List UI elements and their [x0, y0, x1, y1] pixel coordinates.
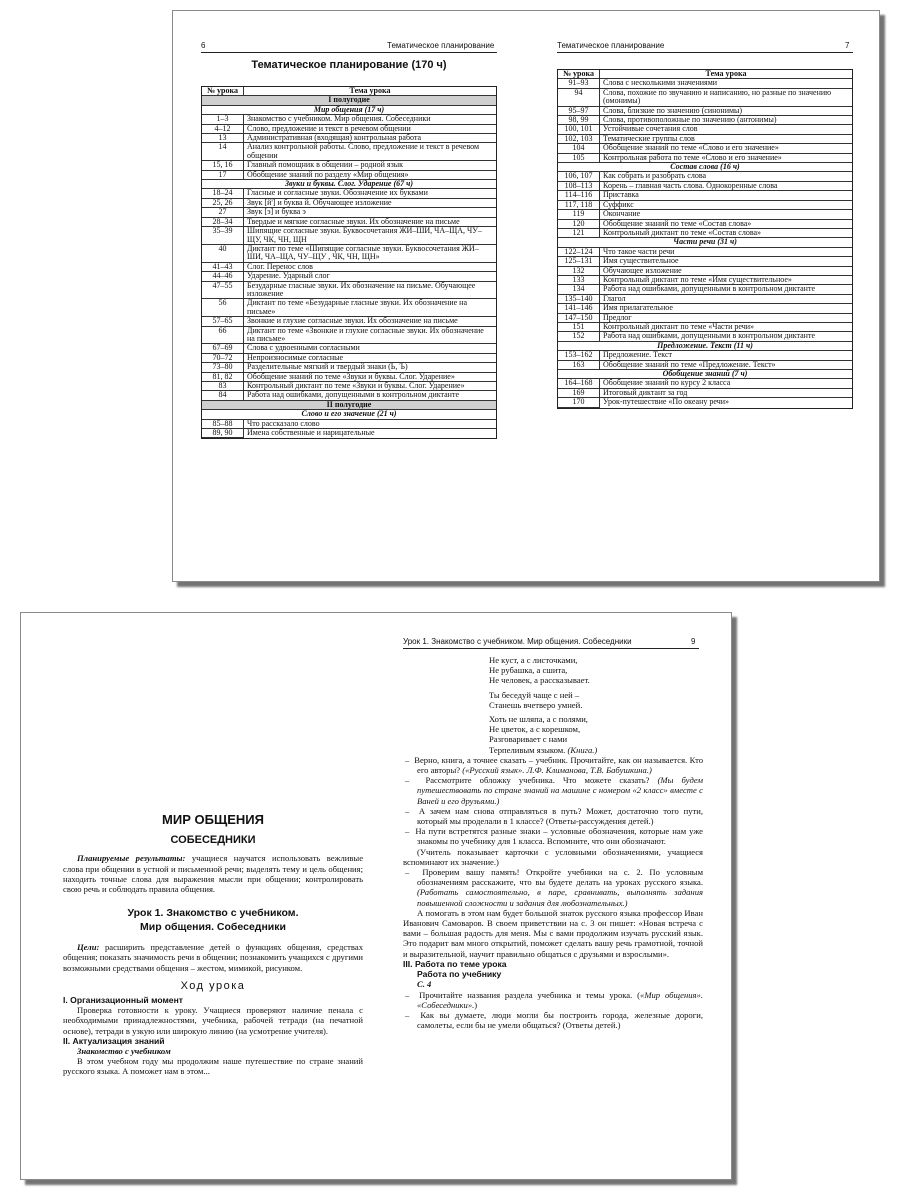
- dialogue-6: – Прочитайте названия раздела учебника и темы урока. («Мир общения». «Собеседники».): [405, 989, 703, 1010]
- semester-row: II полугодие: [202, 401, 496, 410]
- planned-results: [63, 853, 363, 894]
- lesson-number-cell: 44–46: [202, 272, 244, 281]
- poem-line: Не человек, а рассказывает.: [489, 675, 590, 686]
- lesson-number-cell: 164–168: [558, 379, 600, 388]
- lesson-running-header: Урок 1. Знакомство с учебником. Мир общения. Собеседники: [403, 637, 632, 646]
- section-row: Слово и его значение (21 ч): [202, 410, 496, 419]
- right-running-header: Тематическое планирование: [557, 41, 665, 50]
- lesson-number-cell: 98, 99: [558, 116, 600, 125]
- lesson-number-cell: 100, 101: [558, 125, 600, 134]
- lesson-number-cell: 117, 118: [558, 201, 600, 210]
- lesson-topic-cell: Работа над ошибками, допущенными в контрольном диктанте: [600, 332, 852, 341]
- dialogue-text: Как вы думаете, люди могли бы построить города, железные дороги, самолеты, если бы не умели общаться? (Ответы детей.): [417, 1009, 703, 1031]
- lesson-topic-cell: Непроизносимые согласные: [244, 354, 496, 363]
- lesson-header-rule: [403, 648, 699, 649]
- lesson-topic-cell: Окончание: [600, 210, 852, 219]
- dialogue-text: ): [474, 999, 478, 1010]
- lesson-number-cell: 108–113: [558, 182, 600, 191]
- lesson-number-cell: 66: [202, 327, 244, 345]
- dialogue-text: Верно, книга, а точнее сказать – учебник. Прочитайте, как он называется. Кто его авторы?: [414, 754, 704, 776]
- subchapter-title: СОБЕСЕДНИКИ: [170, 834, 256, 847]
- lesson-topic-cell: Слова, похожие по звучанию и написанию, но разные по значению (омонимы): [600, 89, 852, 107]
- column-header-lesson-number: № урока: [202, 87, 244, 96]
- lesson-number-cell: 106, 107: [558, 172, 600, 181]
- lesson-number-cell: 70–72: [202, 354, 244, 363]
- lesson-topic-cell: Обобщение знаний по теме «Звуки и буквы. Слог. Ударение»: [244, 373, 496, 382]
- lesson-number-cell: 18–24: [202, 189, 244, 198]
- lesson-number-cell: 47–55: [202, 282, 244, 300]
- lesson-topic-cell: Слова, близкие по значению (синонимы): [600, 107, 852, 116]
- column-header-lesson-topic: Тема урока: [600, 70, 852, 79]
- lesson-number-cell: 151: [558, 323, 600, 332]
- lesson-topic-cell: Контрольная работа по теме «Слово и его значение»: [600, 154, 852, 163]
- lesson-number-cell: 85–88: [202, 420, 244, 429]
- page-ref: С. 4: [417, 979, 432, 990]
- lesson-topic-cell: Обобщение знаний по теме «Слово и его значение»: [600, 144, 852, 153]
- dialogue-7: – Как вы думаете, люди могли бы построить города, железные дороги, самолеты, если бы не умели общаться? (Ответы детей.): [405, 1009, 703, 1031]
- lesson-number-cell: 28–34: [202, 218, 244, 227]
- section-2-subtitle: Знакомство с учебником: [77, 1046, 171, 1057]
- column-header-lesson-number: № урока: [558, 70, 600, 79]
- dialogue-text: Прочитайте названия раздела учебника и темы урока. (: [419, 989, 641, 1000]
- lesson-topic-cell: Предложение. Текст: [600, 351, 852, 360]
- lesson-topic-cell: Обобщение знаний по теме «Состав слова»: [600, 220, 852, 229]
- lesson-topic-cell: Работа над ошибками, допущенными в контрольном диктанте: [244, 391, 496, 400]
- lesson-topic-cell: Слова с несколькими значениями: [600, 79, 852, 88]
- lesson-topic-cell: Диктант по теме «Безударные гласные звуки. Их обозначение на письме»: [244, 299, 496, 317]
- lesson-topic-cell: Звонкие и глухие согласные звуки. Их обозначение на письме: [244, 317, 496, 326]
- section-2-title: II. Актуализация знаний: [63, 1035, 165, 1046]
- dialogue-italic: «Мир общения». «Собеседники».: [417, 989, 703, 1010]
- lesson-topic-cell: Предлог: [600, 314, 852, 323]
- section-row: Обобщение знаний (7 ч): [558, 370, 852, 379]
- lesson-number-cell: 40: [202, 245, 244, 263]
- planning-table-left: [201, 86, 497, 439]
- poem-line: Разговаривает с нами: [489, 734, 568, 745]
- left-page-number: 6: [201, 41, 206, 50]
- left-running-header: Тематическое планирование: [387, 41, 495, 50]
- lesson-course-heading: Ход урока: [180, 979, 246, 992]
- dialogue-text: Проверим вашу память! Откройте учебники на с. 2. По условным обозначениям расскажите, что вы будете делать на уроках русского языка.: [417, 867, 704, 888]
- lesson-topic-cell: Имена собственные и нарицательные: [247, 428, 375, 438]
- lesson-number-cell: 73–80: [202, 363, 244, 372]
- lesson-number-cell: 95–97: [558, 107, 600, 116]
- lesson-topic-cell: Главный помощник в общении – родной язык: [244, 161, 496, 170]
- planning-title: Тематическое планирование (170 ч): [251, 59, 447, 71]
- lesson-topic-cell: Обобщение знаний по курсу 2 класса: [600, 379, 852, 388]
- lesson-right-page: [403, 655, 703, 1030]
- lesson-number-cell: 133: [558, 276, 600, 285]
- lesson-topic-cell: Анализ контрольной работы. Слово, предложение и текст в речевом общении: [244, 143, 496, 161]
- lesson-number-cell: 84: [202, 391, 244, 400]
- lesson-number-cell: 119: [558, 210, 600, 219]
- chapter-title: МИР ОБЩЕНИЯ: [162, 812, 264, 827]
- section-2-text: В этом учебном году мы продолжим наше путешествие по стране знаний русского языка. А поможет нам в этом...: [63, 1056, 363, 1077]
- lesson-goals: [63, 942, 363, 973]
- lesson-topic-cell: Суффикс: [600, 201, 852, 210]
- dialogue-italic: (Мы будем путешествовать по стране знаний на машине с номером «2 класс» вместе с Ваней и его друзьями.): [417, 775, 704, 806]
- lesson-number-cell: 141–146: [558, 304, 600, 313]
- professor-paragraph: А помогать в этом нам будет большой знаток русского языка профессор Иван Иванович Самоваров. В своем приветствии на с. 3 он пишет: «Новая встреча с вами – большая радость для меня. Мы с вами продолжим изучать русский язык. Это подарит вам много открытий, поможет сделать вашу речь грамотной, точной и выразительной, научит правильно общаться с друзьями и взрослыми».: [403, 907, 703, 959]
- poem-line: Терпеливым языком.: [489, 744, 566, 755]
- lesson-topic-cell: Звук [э] и буква э: [244, 208, 496, 217]
- lesson-topic-cell: Обобщение знаний по разделу «Мир общения»: [244, 171, 496, 180]
- lesson-title-line1: Урок 1. Знакомство с учебником.: [127, 907, 299, 920]
- lesson-topic-cell: Тематические группы слов: [600, 135, 852, 144]
- lesson-topic-cell: Приставка: [600, 191, 852, 200]
- lesson-number-cell: 152: [558, 332, 600, 341]
- lesson-topic-cell: Работа над ошибками, допущенными в контрольном диктанте: [600, 285, 852, 294]
- semester-row: I полугодие: [202, 96, 496, 105]
- lesson-topic-cell: Слог. Перенос слов: [244, 263, 496, 272]
- dialogue-italic: («Русский язык». Л.Ф. Климанова, Т.В. Бабушкина.): [462, 765, 652, 776]
- lesson-number-cell: 13: [202, 134, 244, 143]
- lesson-number-cell: 153–162: [558, 351, 600, 360]
- lesson-number-cell: 14: [202, 143, 244, 161]
- lesson-number-cell: 147–150: [558, 314, 600, 323]
- dialogue-text: На пути встретятся разные знаки – условные обозначения, которые нам уже знакомы по учебнику для 1 класса. Вспомните, что они обозначают.: [415, 826, 703, 847]
- section-1-text: Проверка готовности к уроку. Учащиеся проверяют наличие пенала с необходимыми принадлежностями, учебника, рабочей тетради (на печатной основе), тетради в узкую или широкую линию (на усмотрение учителя).: [63, 1005, 363, 1036]
- lesson-topic-cell: Корень – главная часть слова. Однокоренные слова: [600, 182, 852, 191]
- goals-label: Цели:: [77, 942, 100, 953]
- lesson-number-cell: 67–69: [202, 344, 244, 353]
- lesson-topic-cell: Административная (входящая) контрольная работа: [244, 134, 496, 143]
- poem-line: Ты беседуй чаще с ней –: [489, 689, 580, 700]
- goals-text: расширить представление детей о функциях общения, средствах общения; показать значимость речи в общении; познакомить учащихся с другими возможными средствами общения – жестом, мимикой, рисунком.: [63, 942, 363, 973]
- teacher-note: (Учитель показывает карточки с условными обозначениями, учащиеся вспоминают их значение.): [403, 846, 703, 867]
- lesson-topic-cell: Что такое части речи: [600, 248, 852, 257]
- lesson-number-cell: 15, 16: [202, 161, 244, 170]
- lesson-number-cell: 81, 82: [202, 373, 244, 382]
- lesson-topic-cell: Что рассказало слово: [244, 420, 496, 429]
- planned-results-text: учащиеся научатся использовать вежливые слова при общении в устной и письменной речи; выделять тему и цель общения; находить точные слова для выражения мысли при общении; контролировать свою речь и соблюдать правила общения.: [63, 853, 364, 895]
- lesson-topic-cell: Знакомство с учебником. Мир общения. Собеседники: [244, 115, 496, 124]
- section-row: Звуки и буквы. Слог. Ударение (67 ч): [202, 180, 496, 189]
- dialogue-3: – А зачем нам снова отправляться в путь? Может, достаточно того пути, который мы проделали в 1 классе? (Ответы-рассуждения детей.): [405, 805, 704, 827]
- lesson-number-cell: 132: [558, 267, 600, 276]
- lesson-topic-cell: Диктант по теме «Звонкие и глухие согласные звуки. Их обозначение на письме»: [244, 327, 496, 345]
- section-row: Мир общения (17 ч): [202, 106, 496, 115]
- lesson-topic-cell: Ударение. Ударный слог: [244, 272, 496, 281]
- left-header-rule: [201, 52, 497, 53]
- lesson-number-cell: 135–140: [558, 295, 600, 304]
- right-header-rule: [557, 52, 853, 53]
- dialogue-italic: (Работать самостоятельно, в паре, сравнивать, выполнять задания повышенной сложности и задания для любознательных.): [417, 887, 703, 908]
- lesson-page-number: 9: [691, 637, 696, 646]
- lesson-topic-cell: Обобщение знаний по теме «Предложение. Текст»: [600, 361, 852, 370]
- dialogue-text: Рассмотрите обложку учебника. Что можете сказать?: [425, 775, 658, 786]
- bottom-book-spread: [20, 612, 732, 1180]
- lesson-number-cell: 56: [202, 299, 244, 317]
- section-1-title: I. Организационный момент: [63, 995, 183, 1006]
- lesson-number-cell: 125–131: [558, 257, 600, 266]
- lesson-number-cell: 94: [558, 89, 600, 107]
- lesson-number-cell: 122–124: [558, 248, 600, 257]
- lesson-topic-cell: Диктант по теме «Шипящие согласные звуки. Буквосочетания ЖИ–ШИ, ЧА–ЩА, ЧУ–ЩУ , ЧК, ЧН, ЩН»: [244, 245, 496, 263]
- lesson-number-cell: 1–3: [202, 115, 244, 124]
- poem-line: Хоть не шляпа, а с полями,: [489, 714, 588, 725]
- right-page-number: 7: [845, 41, 850, 50]
- planned-results-label: Планируемые результаты:: [77, 853, 186, 864]
- lesson-number-cell: 104: [558, 144, 600, 153]
- dialogue-1: – Верно, книга, а точнее сказать – учебник. Прочитайте, как он называется. Кто его авторы? («Русский язык». Л.Ф. Климанова, Т.В. Бабушкина.): [405, 754, 704, 776]
- poem-line: Станешь вчетверо умней.: [489, 699, 583, 710]
- lesson-number-cell: 163: [558, 361, 600, 370]
- riddle-poem: [403, 655, 703, 755]
- section-3-title: III. Работа по теме урока: [403, 958, 507, 969]
- column-header-lesson-topic: Тема урока: [244, 87, 496, 96]
- lesson-number-cell: 121: [558, 229, 600, 238]
- section-row: Части речи (31 ч): [558, 238, 852, 247]
- lesson-left-page: [63, 812, 364, 1077]
- lesson-title-line2: Мир общения. Собеседники: [140, 921, 286, 934]
- lesson-number-cell: 102, 103: [558, 135, 600, 144]
- lesson-topic-cell: Гласные и согласные звуки. Обозначение их буквами: [244, 189, 496, 198]
- lesson-topic-cell: Урок-путешествие «По океану речи»: [603, 397, 730, 407]
- lesson-topic-cell: Имя прилагательное: [600, 304, 852, 313]
- lesson-topic-cell: Слова с удвоенными согласными: [244, 344, 496, 353]
- lesson-topic-cell: Слова, противоположные по значению (антонимы): [600, 116, 852, 125]
- lesson-number-cell: 25, 26: [202, 199, 244, 208]
- lesson-topic-cell: Глагол: [600, 295, 852, 304]
- lesson-topic-cell: Контрольный диктант по теме «Имя существительное»: [600, 276, 852, 285]
- lesson-number-cell: 169: [558, 389, 600, 398]
- lesson-number-cell: 35–39: [202, 227, 244, 245]
- lesson-number-cell: 4–12: [202, 125, 244, 134]
- lesson-number-cell: 91–93: [558, 79, 600, 88]
- lesson-topic-cell: Звук [й'] и буква й. Обучающее изложение: [244, 199, 496, 208]
- lesson-number-cell: 89, 90: [202, 429, 244, 438]
- lesson-number-cell: 57–65: [202, 317, 244, 326]
- poem-line: Не цветок, а с корешком,: [489, 724, 581, 735]
- lesson-number-cell: 170: [558, 398, 600, 407]
- top-book-spread: [172, 10, 880, 582]
- lesson-topic-cell: Контрольный диктант по теме «Части речи»: [600, 323, 852, 332]
- lesson-topic-cell: Контрольный диктант по теме «Звуки и буквы. Слог. Ударение»: [244, 382, 496, 391]
- lesson-topic-cell: Итоговый диктант за год: [600, 389, 852, 398]
- section-row: Предложение. Текст (11 ч): [558, 342, 852, 351]
- lesson-number-cell: 114–116: [558, 191, 600, 200]
- lesson-number-cell: 120: [558, 220, 600, 229]
- lesson-topic-cell: Имя существительное: [600, 257, 852, 266]
- poem-last-line: [489, 745, 703, 755]
- dialogue-text: А зачем нам снова отправляться в путь? Может, достаточно того пути, который мы проделали в 1 классе? (Ответы-рассуждения детей.): [417, 805, 704, 827]
- lesson-topic-cell: Как собрать и разобрать слова: [600, 172, 852, 181]
- poem-line: Не куст, а с листочками,: [489, 655, 578, 665]
- lesson-number-cell: 83: [202, 382, 244, 391]
- lesson-number-cell: 27: [202, 208, 244, 217]
- poem-line: Не рубашка, а сшита,: [489, 665, 568, 676]
- dialogue-2: – Рассмотрите обложку учебника. Что можете сказать? (Мы будем путешествовать по стране знаний на машине с номером «2 класс» вместе с Ваней и его друзьями.): [405, 775, 704, 806]
- dialogue-5: – Проверим вашу память! Откройте учебники на с. 2. По условным обозначениям расскажите, что вы будете делать на уроках русского языка. (Работать самостоятельно, в паре, сравнивать, выполнять задания повышенной сложности и задания для любознательных.): [405, 867, 704, 908]
- dialogue-4: – На пути встретятся разные знаки – условные обозначения, которые нам уже знакомы по учебнику для 1 класса. Вспомните, что они обозначают.: [405, 826, 703, 847]
- lesson-topic-cell: Разделительные мягкий и твердый знаки (Ь, Ъ): [244, 363, 496, 372]
- lesson-topic-cell: Слово, предложение и текст в речевом общении: [244, 125, 496, 134]
- lesson-number-cell: 17: [202, 171, 244, 180]
- lesson-topic-cell: Устойчивые сочетания слов: [600, 125, 852, 134]
- lesson-number-cell: 105: [558, 154, 600, 163]
- work-label: Работа по учебнику: [417, 969, 502, 980]
- section-row: Состав слова (16 ч): [558, 163, 852, 172]
- lesson-topic-cell: Контрольный диктант по теме «Состав слова»: [600, 229, 852, 238]
- poem-answer: (Книга.): [567, 744, 598, 755]
- lesson-topic-cell: Шипящие согласные звуки. Буквосочетания ЖИ–ШИ, ЧА–ЩА, ЧУ–ЩУ, ЧК, ЧН, ЩН: [244, 227, 496, 245]
- lesson-topic-cell: Обучающее изложение: [600, 267, 852, 276]
- lesson-topic-cell: Твердые и мягкие согласные звуки. Их обозначение на письме: [244, 218, 496, 227]
- planning-table-right: [557, 69, 853, 409]
- lesson-number-cell: 134: [558, 285, 600, 294]
- lesson-topic-cell: Безударные гласные звуки. Их обозначение на письме. Обучающее изложение: [244, 282, 496, 300]
- lesson-number-cell: 41–43: [202, 263, 244, 272]
